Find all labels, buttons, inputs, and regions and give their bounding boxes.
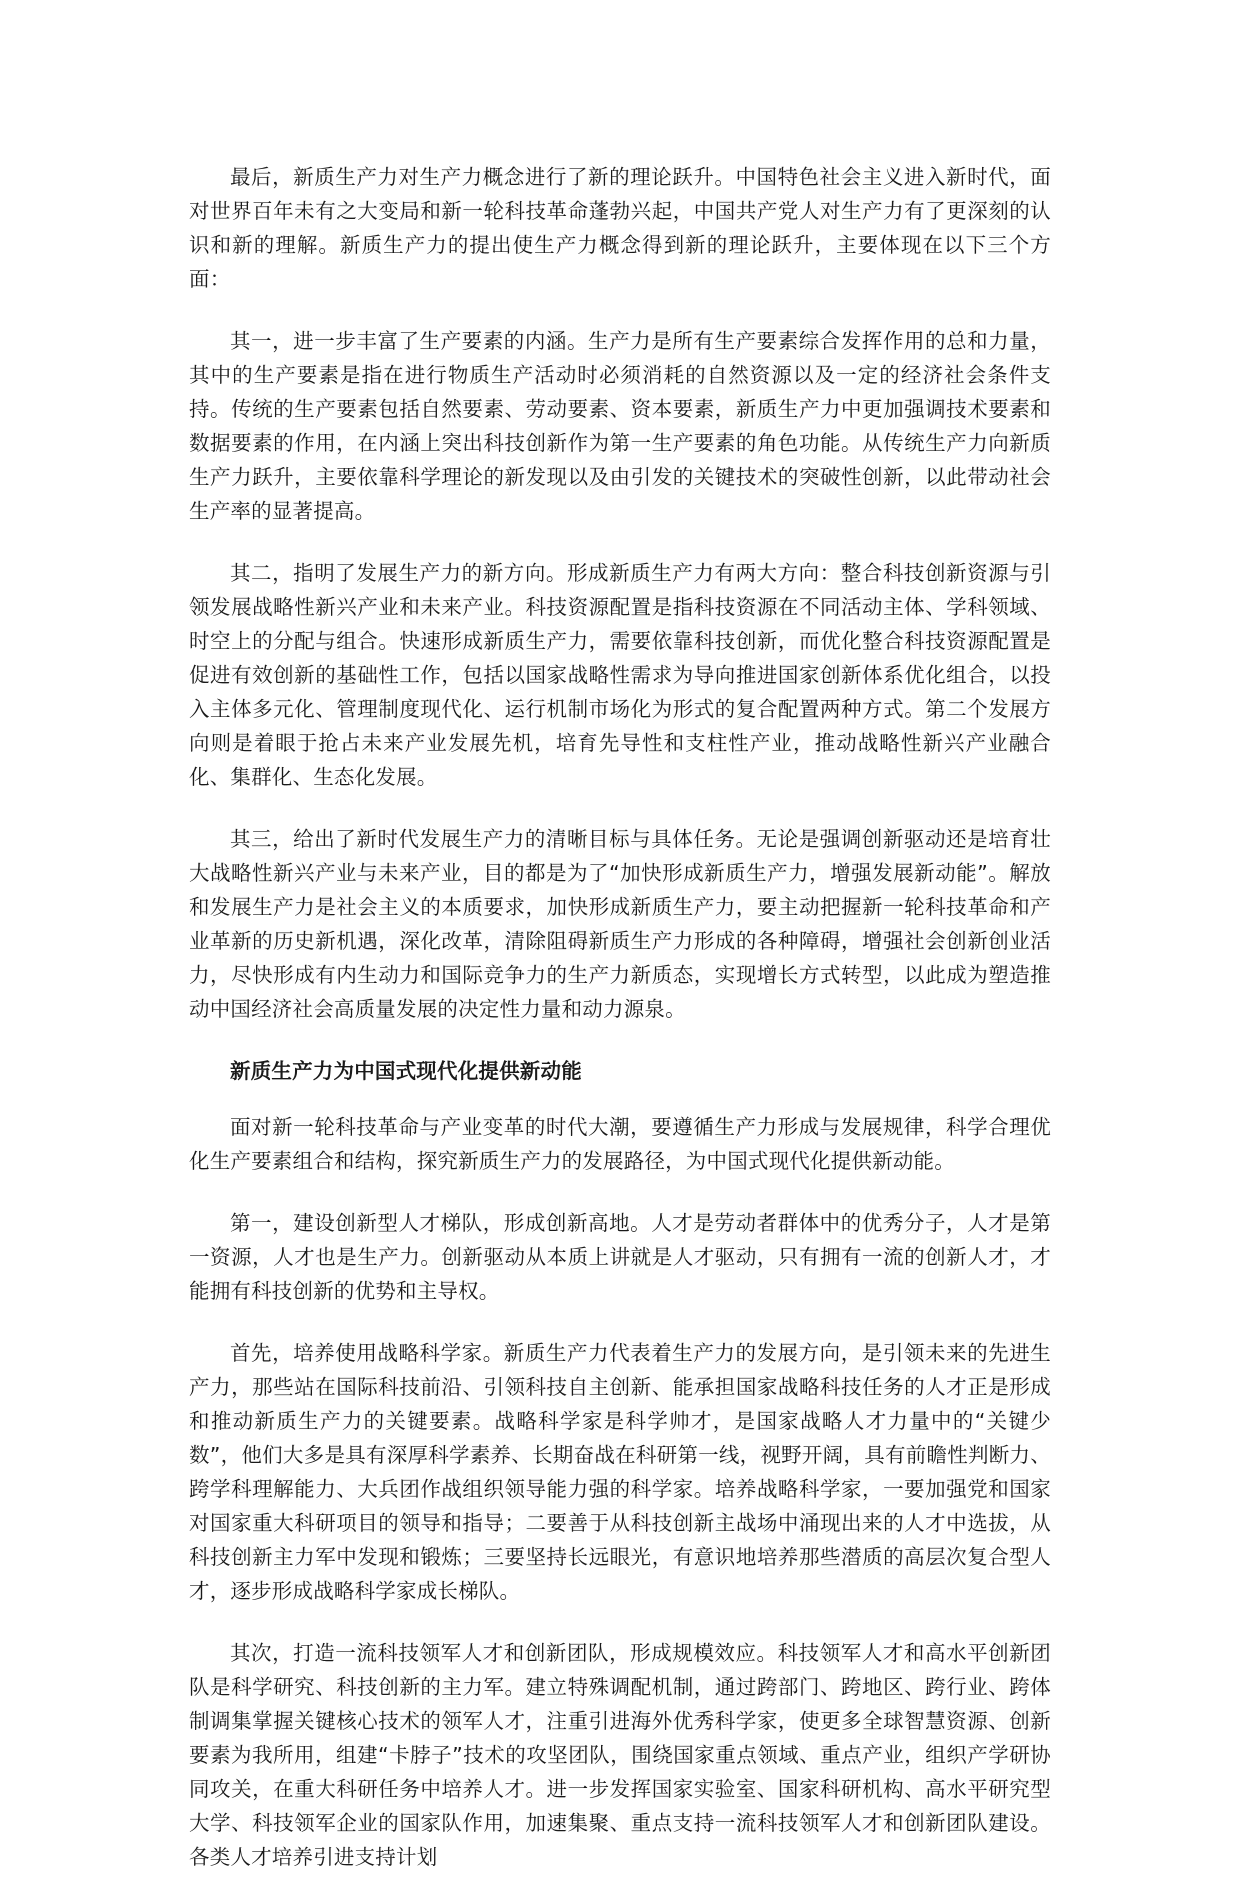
paragraph-second-point: 其二，指明了发展生产力的新方向。形成新质生产力有两大方向：整合科技创新资源与引领发展战略性新兴产业和未来产业。科技资源配置是指科技资源在不同活动主体、学科领域、时空上的分配与组合。快速形成新质生产力，需要依靠科技创新，而优化整合科技资源配置是促进有效创新的基础性工作，包括以国家战略性需求为导向推进国家创新体系优化组合，以投入主体多元化、管理制度现代化、运行机制市场化为形式的复合配置两种方式。第二个发展方向则是着眼于抢占未来产业发展先机，培育先导性和支柱性产业，推动战略性新兴产业融合化、集群化、生态化发展。 xyxy=(189,561,1051,789)
document-page xyxy=(189,160,1051,1902)
paragraph-strategic-scientists: 首先，培养使用战略科学家。新质生产力代表着生产力的发展方向，是引领未来的先进生产力，那些站在国际科技前沿、引领科技自主创新、能承担国家战略科技任务的人才正是形成和推动新质生产力的关键要素。战略科学家是科学帅才，是国家战略人才力量中的“关键少数”，他们大多是具有深厚科学素养、长期奋战在科研第一线，视野开阔，具有前瞻性判断力、跨学科理解能力、大兵团作战组织领导能力强的科学家。培养战略科学家，一要加强党和国家对国家重大科研项目的领导和指导；二要善于从科技创新主战场中涌现出来的人才中选拔，从科技创新主力军中发现和锻炼；三要坚持长远眼光，有意识地培养那些潜质的高层次复合型人才，逐步形成战略科学家成长梯队。 xyxy=(189,1341,1051,1603)
paragraph-talent-team: 第一，建设创新型人才梯队，形成创新高地。人才是劳动者群体中的优秀分子，人才是第一资源，人才也是生产力。创新驱动从本质上讲就是人才驱动，只有拥有一流的创新人才，才能拥有科技创新的优势和主导权。 xyxy=(189,1211,1051,1303)
paragraph-finally: 最后，新质生产力对生产力概念进行了新的理论跃升。中国特色社会主义进入新时代，面对世界百年未有之大变局和新一轮科技革命蓬勃兴起，中国共产党人对生产力有了更深刻的认识和新的理解。新质生产力的提出使生产力概念得到新的理论跃升，主要体现在以下三个方面： xyxy=(189,165,1051,291)
paragraph-leading-talent: 其次，打造一流科技领军人才和创新团队，形成规模效应。科技领军人才和高水平创新团队是科学研究、科技创新的主力军。建立特殊调配机制，通过跨部门、跨地区、跨行业、跨体制调集掌握关键核心技术的领军人才，注重引进海外优秀科学家，使更多全球智慧资源、创新要素为我所用，组建“卡脖子”技术的攻坚团队，围绕国家重点领域、重点产业，组织产学研协同攻关，在重大科研任务中培养人才。进一步发挥国家实验室、国家科研机构、高水平研究型大学、科技领军企业的国家队作用，加速集聚、重点支持一流科技领军人才和创新团队建设。各类人才培养引进支持计划 xyxy=(189,1641,1051,1869)
paragraph-third-point: 其三，给出了新时代发展生产力的清晰目标与具体任务。无论是强调创新驱动还是培育壮大战略性新兴产业与未来产业，目的都是为了“加快形成新质生产力，增强发展新动能”。解放和发展生产力是社会主义的本质要求，加快形成新质生产力，要主动把握新一轮科技革命和产业革新的历史新机遇，深化改革，清除阻碍新质生产力形成的各种障碍，增强社会创新创业活力，尽快形成有内生动力和国际竞争力的生产力新质态，实现增长方式转型，以此成为塑造推动中国经济社会高质量发展的决定性力量和动力源泉。 xyxy=(189,827,1051,1021)
section-heading: 新质生产力为中国式现代化提供新动能 xyxy=(230,1059,582,1083)
paragraph-first-point: 其一，进一步丰富了生产要素的内涵。生产力是所有生产要素综合发挥作用的总和力量，其中的生产要素是指在进行物质生产活动时必须消耗的自然资源以及一定的经济社会条件支持。传统的生产要素包括自然要素、劳动要素、资本要素，新质生产力中更加强调技术要素和数据要素的作用，在内涵上突出科技创新作为第一生产要素的角色功能。从传统生产力向新质生产力跃升，主要依靠科学理论的新发现以及由引发的关键技术的突破性创新，以此带动社会生产率的显著提高。 xyxy=(189,329,1051,523)
paragraph-intro: 面对新一轮科技革命与产业变革的时代大潮，要遵循生产力形成与发展规律，科学合理优化生产要素组合和结构，探究新质生产力的发展路径，为中国式现代化提供新动能。 xyxy=(189,1115,1051,1173)
